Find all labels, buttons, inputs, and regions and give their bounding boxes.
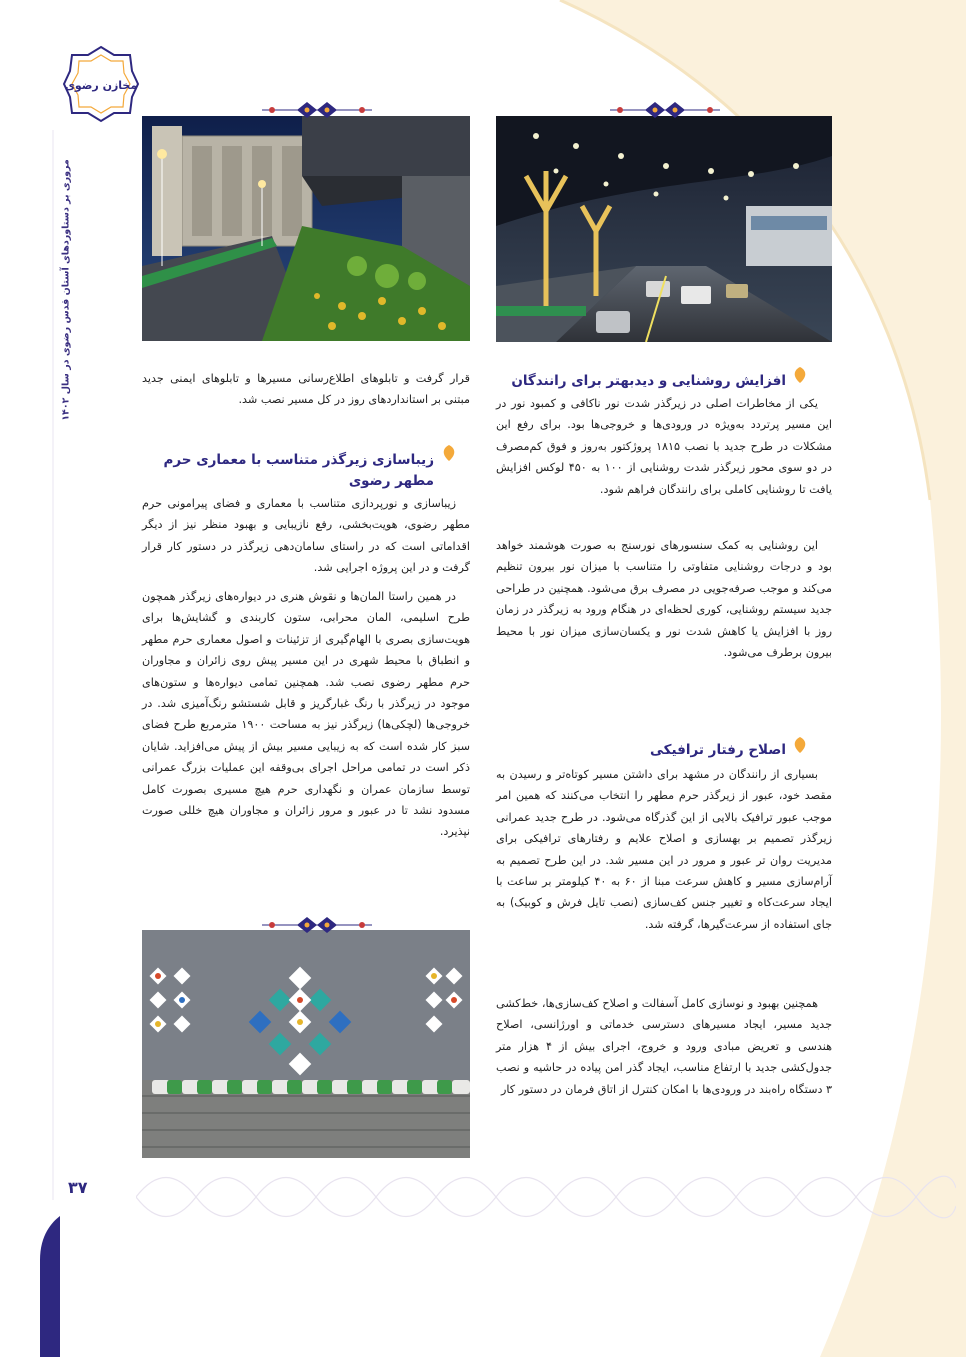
beautify-paragraph-2: در همین راستا المان‌ها و نقوش هنری در دیواره‌های زیرگذر همچون طرح اسلیمی، المان محرابی، ستون کاربندی و گشایش‌ها برای هویت‌سازی بصری با الهام‌گیری از تزئینات و اصول معماری حرم مطهر و انطباق با محیط شهری در این مسیر پیش روی زائران و مجاوران حرم مطهر رضوی نصب شد. همچنین تمامی دیواره‌ها و ستون‌های موجود در زیرگذر با رنگ غبارگریز و قابل شستشو رنگ‌آمیزی شد. در خروجی‌ها (لچکی‌ها) زیرگذر نیز به مساحت ۱۹۰۰ مترمربع طرح فضای سبز کار شده است که به زیبایی مسیر بیش از پیش می‌افزاید. شایان ذکر است در تمامی مراحل اجرای بی‌وقفه این عملیات بزرگ عمرانی توسط سازمان عمران و نگهداری حرم هیچ مسیری بصورت کامل مسدود نشد تا در عبور و مرور زائران و مجاوران هیچ خللی صورت نپذیرد.	[142, 590, 470, 839]
beautify-heading: زیباسازی زیرگذر متناسب با معماری حرم مطهر رضوی	[163, 452, 434, 489]
magazine-logo	[62, 45, 140, 123]
decorated-wall-photo	[142, 930, 470, 1158]
heading-bullet-icon	[440, 444, 458, 462]
logo-text: مخازن رضوی	[64, 79, 138, 92]
traffic-paragraph-2: همچنین بهبود و نوسازی کامل آسفالت و اصلاح کف‌سازی‌ها، خط‌کشی جدید مسیر، ایجاد مسیرهای دسترسی خدماتی و اورژانسی، اصلاح هندسی و تعریض مبادی ورود و خروج، اجرای بیش از ۴ هزار متر جدول‌کشی جدید با ارتفاع مناسب، ایجاد گذر امن پیاده در حاشیه و نصب ۳ دستگاه راه‌بند در ورودی‌ها با امکان کنترل از اتاق فرمان در دستور کار	[496, 997, 832, 1096]
ornament-divider-right	[610, 98, 720, 122]
ornament-divider-bottom	[262, 913, 372, 937]
traffic-heading: اصلاح رفتار ترافیکی	[650, 742, 786, 758]
heading-bullet-icon	[791, 736, 809, 754]
lighting-paragraph-2: این روشنایی به کمک سنسورهای نورسنج به صورت هوشمند خواهد بود و درجات روشنایی متفاوتی را متناسب با میزان نور بیرون تنظیم می‌کند و موجب صرفه‌جویی در مصرف برق می‌شود. همچنین در طراحی جدید سیستم روشنایی، کوری لحظه‌ای در هنگام ورود به زیرگذر در زمان روز با افزایش یا کاهش شدت نور و یکسان‌سازی میزان نور با محیط بیرون برطرف می‌شود.	[496, 539, 832, 660]
lighting-heading: افزایش روشنایی و دیدبهتر برای رانندگان	[511, 373, 786, 389]
beautify-paragraph-1: زیباسازی و نورپردازی متناسب با معماری و فضای پیرامونی حرم مطهر رضوی، هویت‌بخشی، رفع نازیبایی و بهبود منظر نیز از دیگر اقداماتی است که در راستای سامان‌دهی زیرگذر در دستور کار قرار گرفت و در این پروژه اجرایی شد.	[142, 497, 470, 575]
ornament-divider-left	[262, 98, 372, 122]
tunnel-lighting-photo	[496, 116, 832, 342]
traffic-paragraph-1: بسیاری از رانندگان در مشهد برای داشتن مسیر کوتاه‌تر و رسیدن به مقصد خود، عبور از زیرگذر حرم مطهر را انتخاب می‌کنند که همین امر موجب عبور ترافیک بالایی از این گذرگاه می‌شود. در طرح جدید عمرانی زیرگذر تصمیم بر بهسازی و اصلاح علایم و رفتارهای ترافیکی برای مدیریت روان تر عبور و مرور در این مسیر شد. در این طرح تصمیم به آرام‌سازی مسیر و کاهش سرعت مبنا از ۶۰ به ۴۰ کیلومتر بر ساعت با ایجاد سرعت‌کاه و تغییر جنس کف‌سازی (نصب تایل فرش و کوبیک) به جای استفاده از سرعت‌گیرها، گرفته شد.	[496, 768, 832, 931]
sidebar-vertical-title	[46, 140, 86, 440]
footer-arabesque-band	[136, 1166, 956, 1228]
underpass-greenery-photo	[142, 116, 470, 341]
signs-continuation-paragraph: قرار گرفت و تابلوهای اطلاع‌رسانی مسیرها و تابلوهای ایمنی جدید مبتنی بر استانداردهای روز در کل مسیر نصب شد.	[142, 372, 470, 407]
heading-bullet-icon	[791, 366, 809, 384]
sidebar-title-text: مروری بر دستاوردهای آستان قدس رضوی در سال ۱۴۰۲	[60, 159, 72, 421]
page-number: ۳۷	[68, 1178, 88, 1197]
lighting-paragraph-1: یکی از مخاطرات اصلی در زیرگذر شدت نور ناکافی و کمبود نور در این مسیر پرتردد به‌ویژه در ورودی‌ها و خروجی‌ها بود. برای رفع این مشکلات در طرح جدید با نصب ۱۸۱۵ پروژکتور به‌روز و فوق کم‌مصرف در دو سوی محور زیرگذر شدت روشنایی از ۱۰۰ به ۴۵۰ لوکس افزایش یافت تا روشنایی کاملی برای رانندگان فراهم شود.	[496, 397, 832, 496]
